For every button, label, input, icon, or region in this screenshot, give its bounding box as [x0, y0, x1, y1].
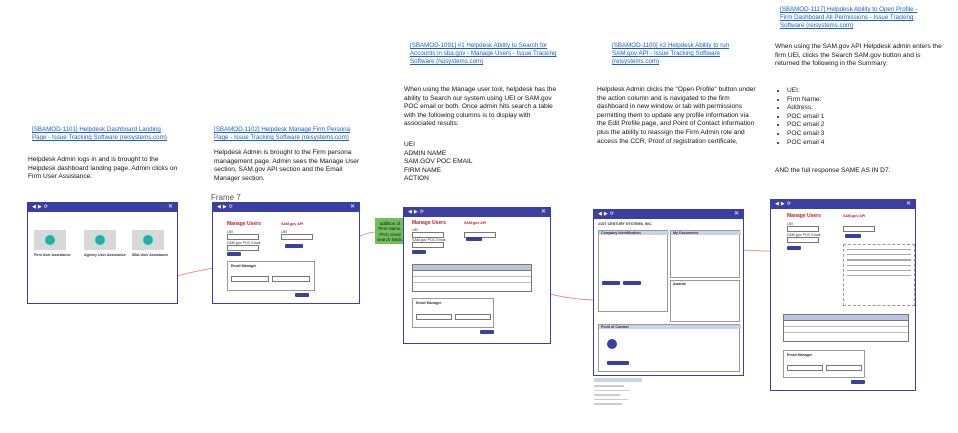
poc-email-input[interactable] [787, 237, 819, 243]
card-sba-user-label: SBA User Assistance [132, 253, 169, 257]
sam-api-title: SAM.gov API [281, 222, 304, 226]
edit-profile-button[interactable] [602, 281, 620, 285]
close-icon[interactable]: ✕ [540, 209, 546, 215]
window-nav-icons: ◀▶⟳ [408, 209, 426, 215]
manage-users-title: Manage Users [787, 213, 821, 219]
poc-email-input[interactable] [227, 245, 259, 251]
close-icon[interactable]: ✕ [167, 204, 173, 210]
company-identification-header: Company Identification [599, 231, 669, 235]
results-table [783, 314, 909, 342]
list-item: • POC email 4 [787, 139, 935, 148]
column-field-action: ACTION [404, 175, 429, 183]
uei-label: UEI [787, 222, 793, 226]
avatar [607, 339, 617, 349]
email-manager-box [227, 261, 315, 291]
mockup-landing-page [27, 202, 178, 304]
summary-line [847, 265, 911, 266]
api-uei-input[interactable] [281, 234, 313, 240]
poc-email-label: SAM.gov POC Email [787, 233, 821, 237]
frame-label: Frame 7 [211, 193, 241, 202]
card-firm-user[interactable] [34, 230, 66, 250]
step-description-5: When using the SAM.gov API Helpdesk admin enters the firm UEI, clicks the Search SAM.gov button and is returned the following in the Summary: [775, 43, 942, 68]
list-item: • UEI: [787, 87, 935, 96]
list-item: • POC email 2 [787, 121, 935, 130]
window-nav-icons: ◀▶⟳ [217, 204, 235, 210]
search-button[interactable] [227, 252, 241, 256]
user-icon [45, 235, 55, 245]
new-email-input[interactable] [272, 276, 310, 282]
email-manager-label: Email Manager [787, 353, 813, 357]
list-item: • POC email 3 [787, 130, 935, 139]
step-description-1: Helpdesk Admin logs in and is brought to the Helpdesk dashboard landing page. Admin clicks on Firm User Assistance. [28, 156, 178, 181]
point-of-contact-header: Point of Contact [599, 325, 741, 329]
card-firm-user-label: Firm User Assistance [34, 253, 71, 257]
window-titlebar [594, 210, 743, 219]
jira-link-1091[interactable]: [SBAMOD-1091] #1 Helpdesk Ability to Search for Accounts in sba.gov - Manage Users - Issue Tracking Software (reisystems.com) [410, 42, 557, 65]
user-icon [95, 235, 105, 245]
my-documents-panel [670, 230, 740, 278]
uei-input[interactable] [412, 232, 444, 238]
search-sam-button[interactable] [466, 237, 482, 241]
email-manager-label: Email Manager [231, 264, 257, 268]
api-uei-input[interactable] [843, 226, 875, 232]
jira-link-1100[interactable]: [SBAMOD-1100] #2 Helpdesk Ability to run SAM.gov API - Issue Tracking Software (reisystems.com) [612, 42, 730, 65]
list-item [594, 403, 622, 405]
list-item: • Address: [787, 104, 935, 113]
window-titlebar [771, 200, 915, 209]
summary-line [847, 270, 911, 271]
window-titlebar [213, 203, 359, 212]
list-item [594, 378, 642, 382]
manage-users-title: Manage Users [412, 220, 446, 226]
window-titlebar [28, 203, 177, 212]
old-email-input[interactable] [231, 276, 269, 282]
window-nav-icons: ◀▶⟳ [775, 201, 793, 207]
api-summary-box [843, 244, 915, 306]
email-manager-box [412, 298, 494, 328]
jira-link-1101[interactable]: [SBAMOD-1101] Helpdesk Dashboard Landing Page - Issue Tracking Software (reisystems.com) [32, 126, 167, 141]
list-item [594, 390, 630, 392]
summary-list [775, 87, 935, 147]
reassign-admin-button[interactable] [607, 361, 629, 365]
mockup-sam-api-search [770, 199, 916, 391]
email-manager-box [783, 350, 865, 378]
window-nav-icons: ◀▶⟳ [598, 211, 616, 217]
close-icon[interactable]: ✕ [349, 204, 355, 210]
results-table [412, 264, 532, 292]
table-row [784, 333, 908, 338]
column-field-uei: UEI [404, 141, 415, 148]
uei-input[interactable] [227, 234, 259, 240]
mockup-manage-firm-persona [212, 202, 360, 304]
awards-panel [670, 280, 740, 322]
jira-link-1117[interactable]: [SBAMOD-1117] Helpdesk Ability to Open Profile - Firm Dashboard All Permissions - Issue Tracking Software (reisystems.com) [780, 6, 918, 29]
uei-input[interactable] [787, 226, 819, 232]
search-button[interactable] [412, 250, 426, 254]
step-description-2: Helpdesk Admin is brought to the Firm persona management page. Admin sees the Manage User section, SAM.gov API section and the Email Manager section. [214, 149, 360, 182]
card-sba-user[interactable] [132, 230, 164, 250]
list-item: • Firm Name: [787, 96, 935, 105]
list-item: • POC email 1 [787, 113, 935, 122]
submit-button[interactable] [480, 330, 494, 334]
email-manager-label: Email Manager [416, 301, 442, 305]
summary-line [847, 254, 911, 255]
search-sam-button[interactable] [845, 234, 861, 238]
search-button[interactable] [787, 246, 801, 250]
poc-email-label: SAM.gov POC Email [412, 238, 446, 242]
submit-button[interactable] [851, 380, 865, 384]
submit-button[interactable] [295, 293, 309, 297]
uei-label: UEI [227, 230, 233, 234]
table-row [413, 283, 531, 288]
summary-footer: AND the full response SAME AS IN D7. [775, 167, 891, 174]
result-columns-list [404, 141, 554, 184]
list-item [594, 399, 628, 401]
close-icon[interactable]: ✕ [733, 211, 739, 217]
poc-email-input[interactable] [412, 242, 444, 248]
column-field-poc-email: SAM.GOV POC EMAIL [404, 158, 473, 166]
column-field-firm-name: FIRM NAME [404, 166, 441, 174]
poc-email-label: SAM.gov POC Email [227, 241, 261, 245]
sticky-note: addition of Firm Name, POC email search fields. [375, 218, 405, 244]
sam-api-title: SAM.gov API [464, 221, 487, 225]
uei-label: UEI [412, 228, 418, 232]
list-item [594, 385, 624, 387]
card-agency-user[interactable] [84, 230, 116, 250]
column-field-admin-name: ADMIN NAME [404, 149, 447, 157]
company-identification-panel [598, 230, 668, 312]
old-email-input[interactable] [787, 365, 823, 371]
new-email-input[interactable] [455, 314, 491, 320]
user-icon [143, 235, 153, 245]
step-description-3: When using the Manage user tool, helpdesk has the ability to Search our system using UEI or SAM.gov POC email or both. Once admin hits search a table with the following columns is to display with associated results: [404, 86, 557, 128]
summary-line [847, 275, 911, 276]
mockup-firm-dashboard [593, 209, 744, 376]
view-profile-button[interactable] [623, 281, 641, 285]
my-documents-header: My Documents [671, 231, 741, 235]
window-nav-icons: ◀▶⟳ [32, 204, 50, 210]
faded-list-preview [594, 378, 642, 430]
point-of-contact-panel [598, 324, 740, 372]
old-email-input[interactable] [416, 314, 452, 320]
close-icon[interactable]: ✕ [905, 201, 911, 207]
card-agency-user-label: Agency User Assistance [84, 253, 126, 257]
company-name: 21ST CENTURY SYSTEMS, INC. [598, 222, 653, 226]
api-uei-label: UEI [281, 230, 287, 234]
awards-header: Awards [673, 282, 686, 286]
step-description-4: Helpdesk Admin clicks the "Open Profile" button under the action column and is navigated to the firm dashboard in new window or tab with permissions permitting them to update any profile information via the Edit Profile page, and Point of Contact information plus the ability to reassign the Firm Admin role and access the CCR, Proof of registration certificate, [597, 86, 756, 145]
search-sam-button[interactable] [285, 244, 303, 248]
sam-api-title: SAM.gov API [843, 214, 866, 218]
summary-line [847, 249, 911, 250]
new-email-input[interactable] [826, 365, 862, 371]
summary-line [847, 259, 911, 260]
list-item [594, 394, 620, 396]
jira-link-1102[interactable]: [SBAMOD-1102] Helpdesk Manage Firm Persona Page - Issue Tracking Software (reisystems.com) [214, 126, 351, 141]
manage-users-title: Manage Users [227, 221, 261, 227]
window-titlebar [404, 208, 550, 217]
mockup-search-accounts [403, 207, 551, 344]
